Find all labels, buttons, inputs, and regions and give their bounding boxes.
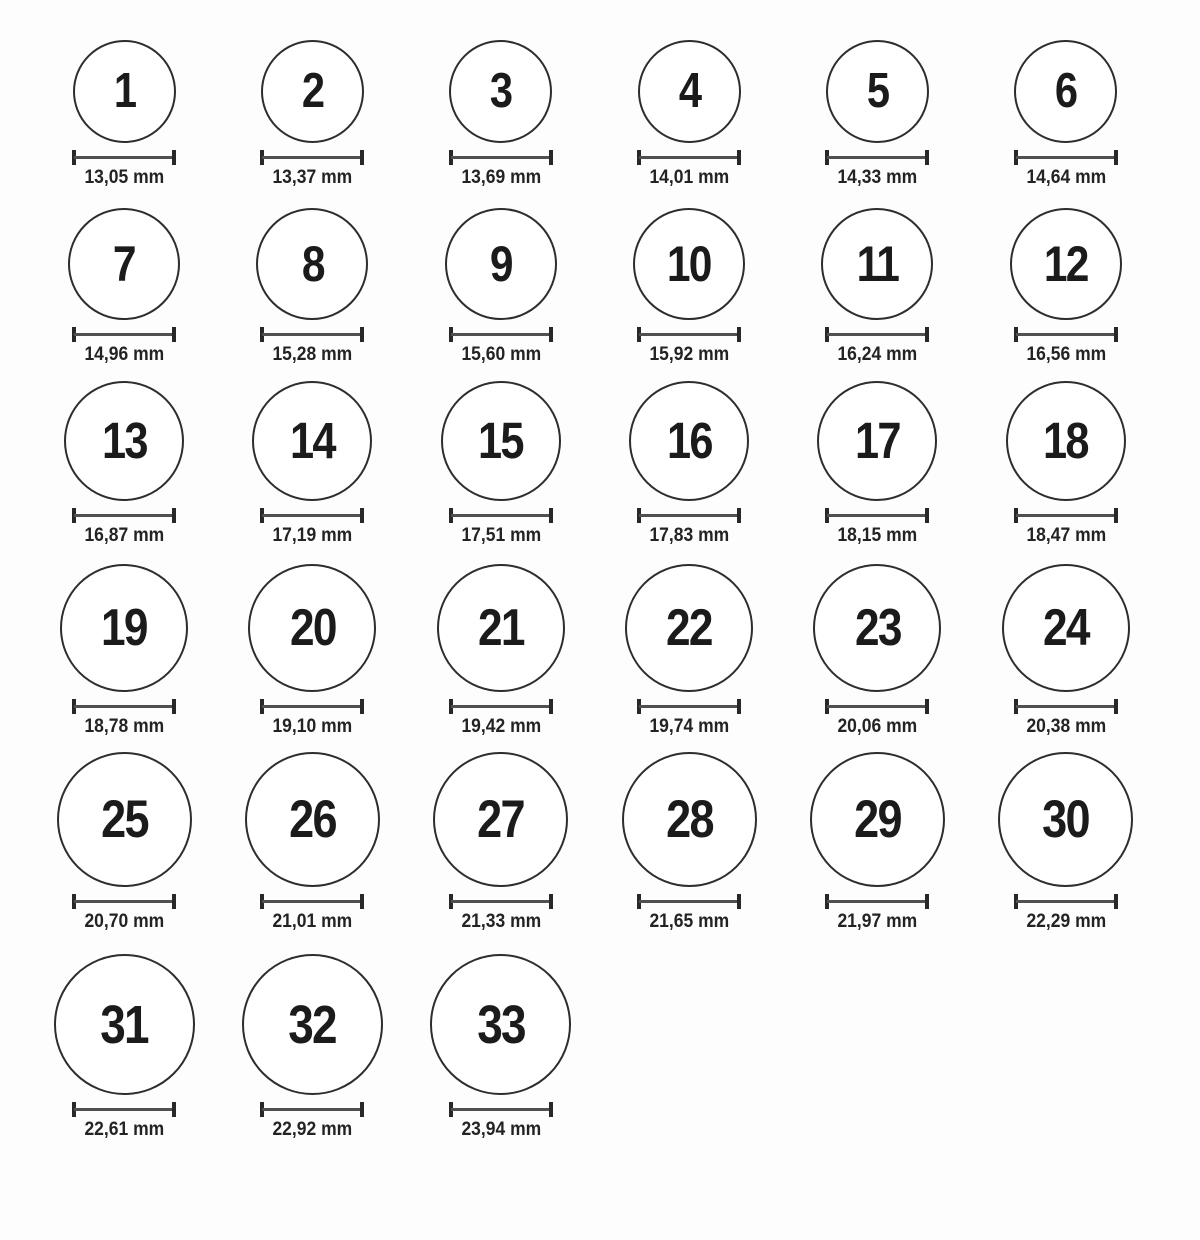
ring-circle [445,208,557,320]
measure-bar [639,333,739,336]
ring-size-cell [407,564,595,738]
ring-size-number: 5 [866,64,889,118]
ring-size-cell [783,752,971,933]
diameter-label: 16,56 mm [1025,343,1106,365]
diameter-label: 14,01 mm [649,167,730,188]
diameter-measure-line [260,150,364,165]
diameter-label: 14,64 mm [1025,167,1106,188]
diameter-measure-line [260,327,364,342]
diameter-measure-line [1014,327,1118,342]
ring-size-number: 2 [301,64,324,118]
measure-tick-right [360,699,364,714]
diameter-measure-line [637,327,741,342]
measure-bar [451,1108,551,1111]
ring-circle [437,564,565,692]
measure-bar [639,705,739,708]
diameter-label: 21,97 mm [837,910,918,932]
measure-bar [262,156,362,159]
ring-size-number: 30 [1042,789,1090,849]
ring-size-cell [30,564,218,738]
chart-row [30,954,1160,1141]
ring-circle [60,564,188,692]
ring-circle [810,752,945,887]
ring-size-cell [407,381,595,547]
measure-tick-right [172,1102,176,1117]
ring-size-number: 23 [854,598,901,657]
measure-bar [74,705,174,708]
ring-size-cell [595,564,783,738]
diameter-measure-line [637,699,741,714]
ring-size-cell [30,752,218,933]
ring-size-number: 19 [101,598,148,657]
ring-circle [242,954,383,1095]
ring-size-number: 32 [288,994,337,1055]
ring-circle [826,40,929,143]
ring-size-cell [407,40,595,189]
ring-size-cell [407,752,595,933]
measure-bar [262,333,362,336]
measure-bar [827,333,927,336]
ring-size-number: 15 [478,412,524,470]
ring-circle [821,208,933,320]
measure-tick-right [925,699,929,714]
diameter-label: 17,19 mm [272,524,353,546]
ring-circle [629,381,749,501]
diameter-measure-line [260,508,364,523]
ring-circle [817,381,937,501]
diameter-label: 22,92 mm [272,1119,353,1141]
measure-bar [827,514,927,517]
ring-size-number: 22 [666,598,713,657]
ring-size-cell [218,752,406,933]
ring-size-number: 7 [113,235,136,292]
diameter-measure-line [449,327,553,342]
diameter-label: 21,65 mm [649,910,730,932]
diameter-measure-line [825,894,929,909]
measure-tick-right [1114,327,1118,342]
measure-tick-right [360,508,364,523]
ring-circle [64,381,184,501]
diameter-label: 18,78 mm [84,715,165,737]
diameter-label: 13,05 mm [84,167,165,188]
diameter-label: 21,01 mm [272,910,353,932]
ring-size-number: 11 [856,235,899,292]
measure-bar [451,333,551,336]
measure-bar [451,156,551,159]
ring-size-number: 20 [289,598,336,657]
ring-size-cell [30,381,218,547]
diameter-measure-line [825,150,929,165]
diameter-measure-line [72,894,176,909]
measure-bar [639,514,739,517]
measure-tick-right [549,699,553,714]
ring-size-number: 17 [855,412,900,470]
ring-circle [433,752,568,887]
ring-size-cell [218,564,406,738]
diameter-measure-line [1014,508,1118,523]
ring-size-number: 13 [101,412,147,470]
diameter-measure-line [825,699,929,714]
diameter-label: 15,92 mm [649,343,730,365]
diameter-label: 20,06 mm [837,715,918,737]
ring-circle [998,752,1133,887]
measure-tick-right [360,894,364,909]
measure-bar [1016,705,1116,708]
diameter-measure-line [637,508,741,523]
measure-bar [639,156,739,159]
measure-bar [451,900,551,903]
ring-size-cell [407,954,595,1141]
ring-size-cell [218,954,406,1141]
ring-size-cell [595,208,783,366]
diameter-label: 16,87 mm [84,524,165,546]
measure-tick-right [172,508,176,523]
measure-tick-right [360,150,364,165]
ring-size-cell [783,381,971,547]
ring-circle [1010,208,1122,320]
ring-circle [261,40,364,143]
diameter-label: 23,94 mm [460,1119,541,1141]
ring-size-cell [30,954,218,1141]
ring-size-cell [595,381,783,547]
diameter-label: 19,42 mm [460,715,541,737]
measure-bar [262,705,362,708]
diameter-label: 19,74 mm [649,715,730,737]
ring-size-cell [972,564,1160,738]
measure-tick-right [1114,150,1118,165]
diameter-label: 19,10 mm [272,715,353,737]
diameter-measure-line [72,150,176,165]
measure-tick-right [360,1102,364,1117]
measure-tick-right [172,327,176,342]
measure-tick-right [1114,508,1118,523]
diameter-measure-line [449,150,553,165]
ring-size-cell [783,564,971,738]
measure-tick-right [737,508,741,523]
measure-bar [827,156,927,159]
measure-bar [262,514,362,517]
diameter-measure-line [637,150,741,165]
diameter-label: 22,29 mm [1025,910,1106,932]
ring-size-cell [972,40,1160,189]
ring-size-number: 10 [667,235,712,292]
measure-tick-right [1114,699,1118,714]
ring-circle [813,564,941,692]
ring-circle [622,752,757,887]
measure-tick-right [925,150,929,165]
measure-bar [74,900,174,903]
measure-tick-right [172,150,176,165]
ring-circle [1002,564,1130,692]
ring-size-cell [595,752,783,933]
ring-circle [449,40,552,143]
ring-size-number: 27 [477,789,525,849]
chart-row [30,381,1160,547]
ring-size-cell [218,40,406,189]
measure-bar [74,1108,174,1111]
measure-bar [74,514,174,517]
diameter-label: 13,69 mm [460,167,541,188]
diameter-label: 13,37 mm [272,167,353,188]
measure-bar [639,900,739,903]
measure-tick-right [549,1102,553,1117]
ring-size-number: 33 [476,994,525,1055]
measure-bar [74,156,174,159]
measure-bar [827,705,927,708]
ring-circle [68,208,180,320]
measure-tick-right [1114,894,1118,909]
ring-size-cell [218,208,406,366]
ring-size-number: 14 [290,412,335,470]
diameter-label: 16,24 mm [837,343,918,365]
measure-tick-right [925,894,929,909]
ring-size-number: 18 [1043,412,1089,470]
ring-size-cell [218,381,406,547]
chart-row [30,208,1160,366]
ring-circle [441,381,561,501]
ring-circle [54,954,195,1095]
diameter-measure-line [1014,894,1118,909]
diameter-measure-line [449,508,553,523]
ring-size-number: 12 [1043,235,1088,292]
ring-circle [73,40,176,143]
measure-tick-right [737,327,741,342]
ring-size-number: 24 [1042,598,1089,657]
diameter-label: 18,15 mm [837,524,918,546]
ring-size-number: 29 [854,789,901,849]
measure-bar [1016,156,1116,159]
ring-size-cell [783,40,971,189]
ring-size-cell [407,208,595,366]
ring-size-cell [972,208,1160,366]
diameter-label: 14,96 mm [84,343,165,365]
ring-size-number: 16 [666,412,712,470]
measure-tick-right [925,327,929,342]
measure-tick-right [737,894,741,909]
ring-circle [625,564,753,692]
ring-circle [245,752,380,887]
diameter-label: 20,70 mm [84,910,165,932]
diameter-label: 22,61 mm [84,1119,165,1141]
diameter-measure-line [260,1102,364,1117]
measure-tick-right [172,699,176,714]
diameter-measure-line [637,894,741,909]
ring-circle [1014,40,1117,143]
ring-size-number: 31 [100,994,148,1055]
measure-bar [1016,900,1116,903]
ring-size-cell [30,208,218,366]
measure-bar [1016,514,1116,517]
measure-tick-right [549,508,553,523]
ring-size-number: 26 [289,789,336,849]
measure-tick-right [925,508,929,523]
diameter-label: 17,51 mm [460,524,541,546]
ring-circle [1006,381,1126,501]
ring-size-number: 9 [489,235,512,292]
ring-size-number: 4 [678,64,700,118]
ring-size-number: 1 [113,64,135,118]
measure-bar [262,900,362,903]
diameter-measure-line [1014,150,1118,165]
diameter-label: 18,47 mm [1025,524,1106,546]
diameter-measure-line [72,508,176,523]
measure-tick-right [549,327,553,342]
diameter-measure-line [825,327,929,342]
diameter-measure-line [1014,699,1118,714]
ring-circle [57,752,192,887]
measure-bar [827,900,927,903]
ring-size-number: 3 [490,64,512,118]
ring-circle [430,954,571,1095]
ring-size-number: 8 [301,235,324,292]
ring-size-chart [0,40,1200,1240]
diameter-label: 17,83 mm [649,524,730,546]
measure-tick-right [549,894,553,909]
ring-size-number: 6 [1055,64,1077,118]
measure-tick-right [172,894,176,909]
ring-size-number: 28 [665,789,713,849]
diameter-measure-line [260,699,364,714]
diameter-label: 20,38 mm [1025,715,1106,737]
diameter-measure-line [449,1102,553,1117]
chart-row [30,752,1160,933]
measure-bar [74,333,174,336]
measure-tick-right [360,327,364,342]
chart-row [30,40,1160,189]
diameter-label: 15,28 mm [272,343,353,365]
ring-size-chart-grid [0,40,1200,1240]
ring-size-number: 25 [100,789,148,849]
measure-bar [262,1108,362,1111]
diameter-measure-line [72,699,176,714]
diameter-measure-line [72,327,176,342]
measure-bar [1016,333,1116,336]
diameter-measure-line [825,508,929,523]
ring-size-cell [30,40,218,189]
diameter-measure-line [72,1102,176,1117]
measure-tick-right [737,150,741,165]
ring-circle [638,40,741,143]
ring-circle [633,208,745,320]
diameter-label: 14,33 mm [837,167,918,188]
diameter-label: 15,60 mm [460,343,541,365]
measure-tick-right [549,150,553,165]
measure-bar [451,514,551,517]
diameter-measure-line [449,699,553,714]
chart-row [30,564,1160,738]
ring-size-cell [972,752,1160,933]
ring-circle [248,564,376,692]
diameter-measure-line [260,894,364,909]
ring-size-number: 21 [477,598,524,657]
measure-tick-right [737,699,741,714]
ring-circle [252,381,372,501]
diameter-label: 21,33 mm [460,910,541,932]
ring-size-cell [972,381,1160,547]
ring-size-cell [595,40,783,189]
ring-circle [256,208,368,320]
measure-bar [451,705,551,708]
diameter-measure-line [449,894,553,909]
ring-size-cell [783,208,971,366]
